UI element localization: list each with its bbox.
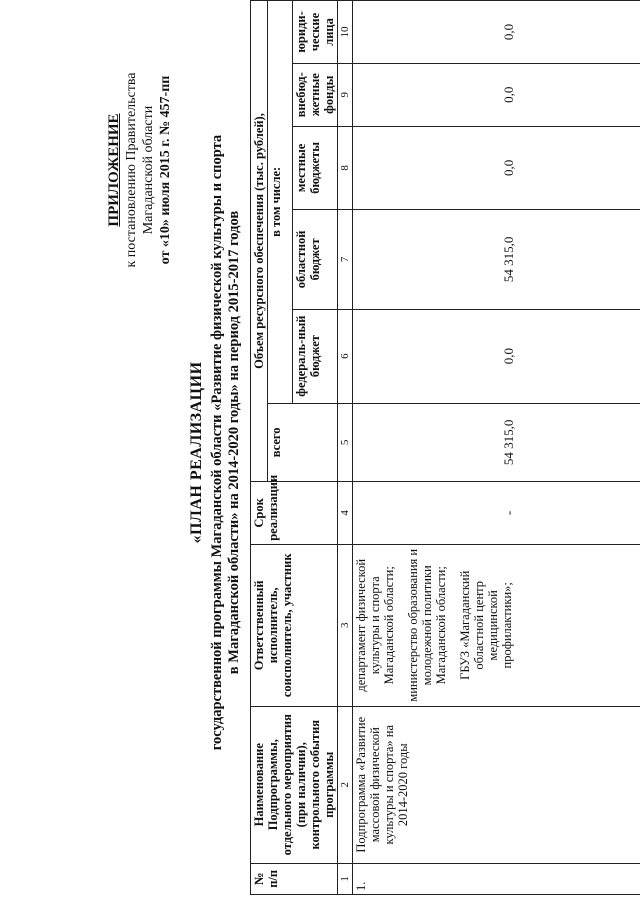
col-number-2: 2	[338, 706, 353, 863]
row-responsible	[353, 544, 640, 706]
row-regional: 54 315,0	[353, 210, 640, 309]
header-term: Срок реализации	[251, 482, 338, 545]
header-federal: федераль-ный бюджет	[293, 309, 338, 403]
row-extrabudget: 0,0	[353, 63, 640, 126]
col-number-6: 6	[338, 309, 353, 403]
row-legal: 0,0	[353, 1, 640, 64]
plan-subtitle	[209, 40, 243, 845]
col-number-10: 10	[338, 1, 353, 64]
header-total: всего	[268, 403, 338, 481]
plan-subtitle-line-2: в Магаданской области» на 2014-2020 годы» на период 2015-2017 годов	[226, 210, 242, 675]
row-term: -	[353, 482, 640, 545]
responsible-3: ГБУЗ «Магаданский областной центр медицинской профилактики»;	[458, 570, 514, 680]
column-number-row	[338, 1, 353, 895]
header-num: № п/п	[251, 863, 338, 894]
row-local: 0,0	[353, 126, 640, 210]
header-legal: юриди-ческие лица	[293, 1, 338, 64]
row-total: 54 315,0	[353, 403, 640, 481]
annex-date-line: от «10» июля 2015 г. № 457-пп	[158, 75, 173, 265]
header-extrabudget: внебюд-жетные фонды	[293, 63, 338, 126]
header-responsible: Ответственный исполнитель, соисполнитель, участник	[251, 544, 338, 706]
plan-subtitle-line-1: государственной программы Магаданской области «Развитие физической культуры и спорта	[209, 134, 225, 751]
annex-line-2: Магаданской области	[141, 105, 156, 235]
plan-table	[250, 0, 640, 895]
col-number-1: 1	[338, 863, 353, 894]
col-number-3: 3	[338, 544, 353, 706]
responsible-1: департамент физической культуры и спорта Магаданской области;	[354, 558, 396, 692]
col-number-9: 9	[338, 63, 353, 126]
row-federal: 0,0	[353, 309, 640, 403]
annex-title: ПРИЛОЖЕНИЕ	[106, 113, 122, 227]
col-number-7: 7	[338, 210, 353, 309]
header-funding: Объем ресурсного обеспечения (тыс. рублей),	[251, 1, 268, 482]
row-name: Подпрограмма «Развитие массовой физической культуры и спорта» на 2014-2020 годы	[353, 706, 640, 863]
col-number-5: 5	[338, 403, 353, 481]
header-regional: областной бюджет	[293, 210, 338, 309]
plan-title: «ПЛАН РЕАЛИЗАЦИИ	[188, 361, 205, 544]
responsible-2: министерство образования и молодежной политики Магаданской области;	[406, 548, 448, 702]
header-name: Наименование Подпрограммы, отдельного мероприятия (при наличии), контрольного события программы	[251, 706, 338, 863]
table-row	[353, 1, 640, 895]
header-local: местные бюджеты	[293, 126, 338, 210]
col-number-8: 8	[338, 126, 353, 210]
annex-block	[106, 40, 174, 300]
col-number-4: 4	[338, 482, 353, 545]
annex-line-1: к постановлению Правительства	[124, 72, 139, 268]
header-including: в том числе:	[268, 1, 293, 404]
row-num: 1.	[353, 863, 640, 894]
table-header-row-1	[251, 1, 268, 895]
